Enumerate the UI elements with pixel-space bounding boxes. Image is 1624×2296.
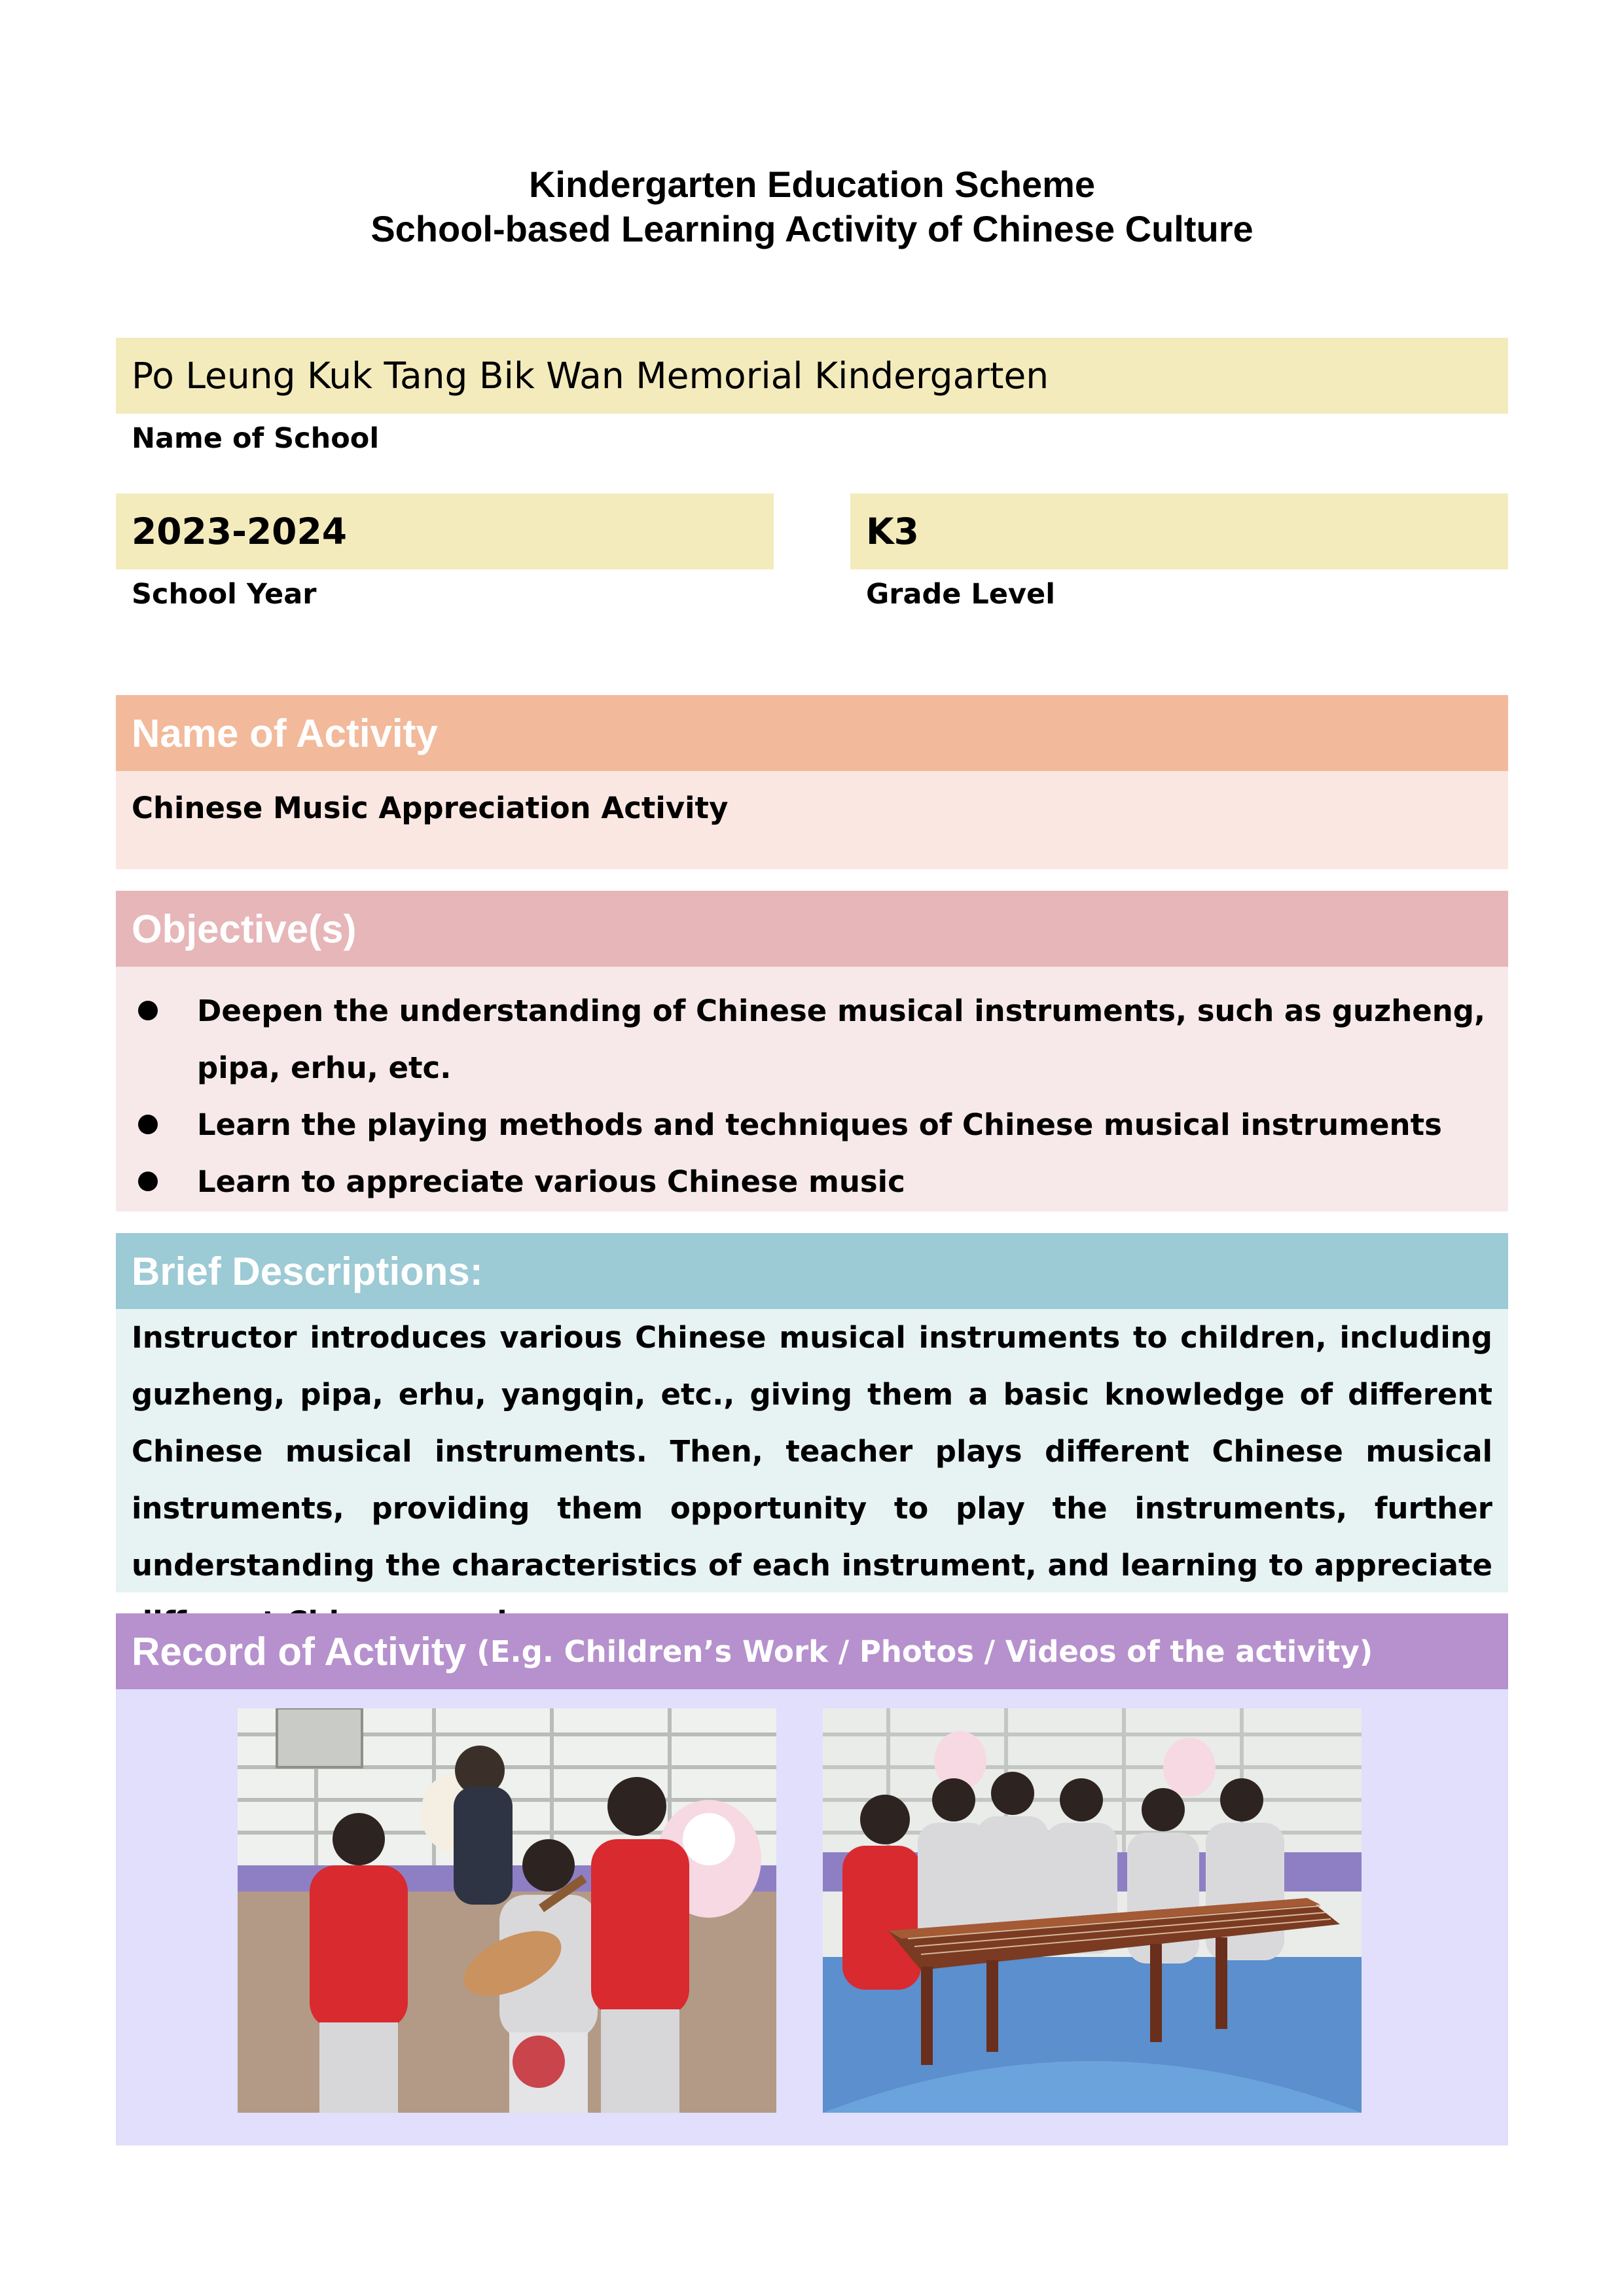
school-year-caption: School Year	[132, 578, 317, 611]
brief-description-section	[116, 1309, 1508, 1592]
activity-record-subheading: (E.g. Children’s Work / Photos / Videos of the activity)	[477, 1634, 1373, 1669]
bullet-icon	[138, 1115, 158, 1134]
grade-level-value: K3	[866, 511, 919, 552]
school-year-value: 2023-2024	[132, 511, 347, 552]
objective-item	[116, 1096, 1508, 1153]
objectives-section	[116, 967, 1508, 1211]
brief-description-heading-text: Brief Descriptions:	[132, 1249, 483, 1293]
activity-name-heading-text: Name of Activity	[132, 711, 438, 755]
objective-text: Deepen the understanding of Chinese musical instruments, such as guzheng, pipa, erhu, etc.	[197, 994, 1486, 1085]
activity-name-section	[116, 771, 1508, 869]
activity-name-value: Chinese Music Appreciation Activity	[132, 791, 729, 825]
objective-item	[116, 982, 1508, 1096]
activity-photo-guzheng	[823, 1708, 1362, 2113]
bullet-icon	[138, 1172, 158, 1191]
school-name-caption: Name of School	[132, 422, 380, 455]
objective-item	[116, 1153, 1508, 1210]
bullet-icon	[138, 1001, 158, 1020]
brief-description-text: Instructor introduces various Chinese musical instruments to children, including guzheng, pipa, erhu, yangqin, etc., giving them a basic knowledge of different Chinese musical instruments. Then, teacher plays different Chinese musical instruments, providing them opportunity to play the instruments, further understanding the characteristics of each instrument, and learning to appreciate	[132, 1320, 1492, 1583]
activity-record-heading	[116, 1613, 1508, 1689]
objective-text: Learn to appreciate various Chinese music	[197, 1164, 905, 1199]
school-name-field	[116, 338, 1508, 414]
objectives-list	[116, 982, 1508, 1210]
activity-record-section	[116, 1689, 1508, 2145]
school-year-field	[116, 493, 774, 569]
activity-name-heading	[116, 695, 1508, 771]
activity-photo-pipa	[238, 1708, 776, 2113]
objective-text: Learn the playing methods and techniques of Chinese musical instruments	[197, 1107, 1442, 1142]
activity-record-heading-text: Record of Activity	[132, 1629, 467, 1674]
document-title-line1: Kindergarten Education Scheme	[528, 164, 1096, 205]
objectives-heading-text: Objective(s)	[132, 906, 357, 951]
objectives-heading	[116, 891, 1508, 967]
brief-description-heading	[116, 1233, 1508, 1309]
grade-level-caption: Grade Level	[866, 578, 1055, 611]
document-title-line2: School-based Learning Activity of Chinese Culture	[370, 208, 1254, 249]
grade-level-field	[850, 493, 1508, 569]
school-name-value: Po Leung Kuk Tang Bik Wan Memorial Kindergarten	[132, 355, 1049, 397]
